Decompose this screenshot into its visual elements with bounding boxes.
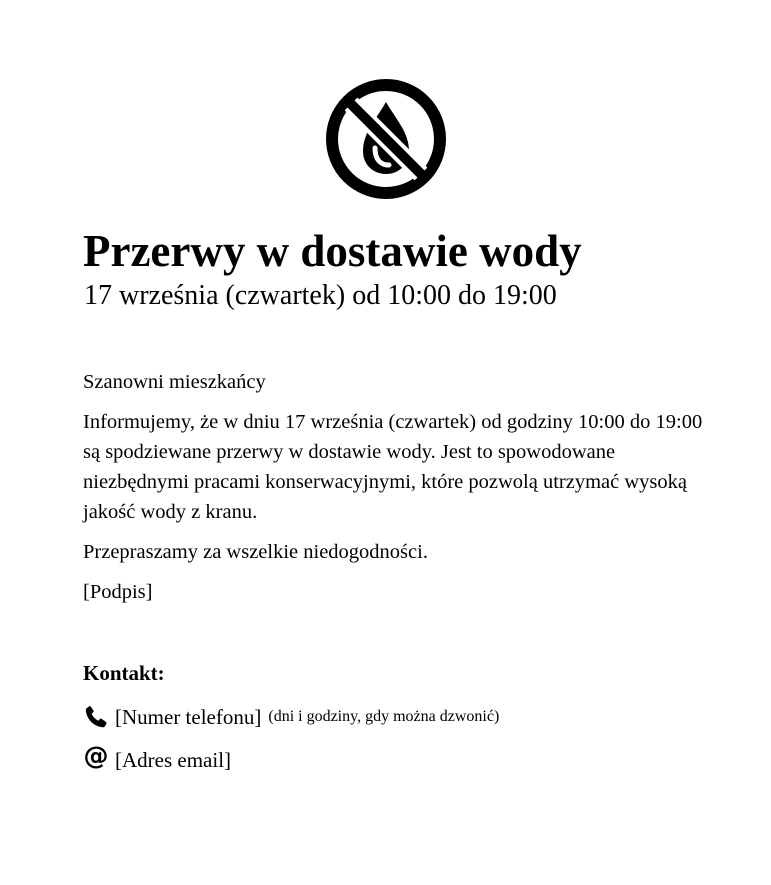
contact-heading: Kontakt: [83, 661, 165, 685]
page-subtitle: 17 września (czwartek) od 10:00 do 19:00 [84, 280, 557, 311]
phone-hours-note: (dni i godziny, gdy można dzwonić) [268, 708, 500, 725]
greeting-text: Szanowni mieszkańcy [83, 371, 266, 393]
phone-number-placeholder: [Numer telefonu] [115, 705, 262, 729]
no-water-icon [325, 78, 447, 200]
contact-email-row [83, 741, 232, 775]
page-title: Przerwy w dostawie wody [83, 226, 582, 276]
signature-placeholder: [Podpis] [83, 581, 153, 603]
apology-text: Przepraszamy za wszelkie niedogodności. [83, 541, 428, 563]
at-icon [83, 741, 109, 774]
main-paragraph: Informujemy, że w dniu 17 września (czwartek) od godziny 10:00 do 19:00 są spodziewane przerwy w dostawie wody. Jest to spowodowane niezbędnymi pracami konserwacyjnymi, które pozwolą utrzymać wysoką jakość wody z kranu. [83, 411, 703, 523]
contact-phone-row [83, 702, 499, 732]
email-address-placeholder: [Adres email] [115, 748, 232, 772]
at-symbol: @ [83, 741, 109, 770]
phone-icon [83, 703, 109, 731]
